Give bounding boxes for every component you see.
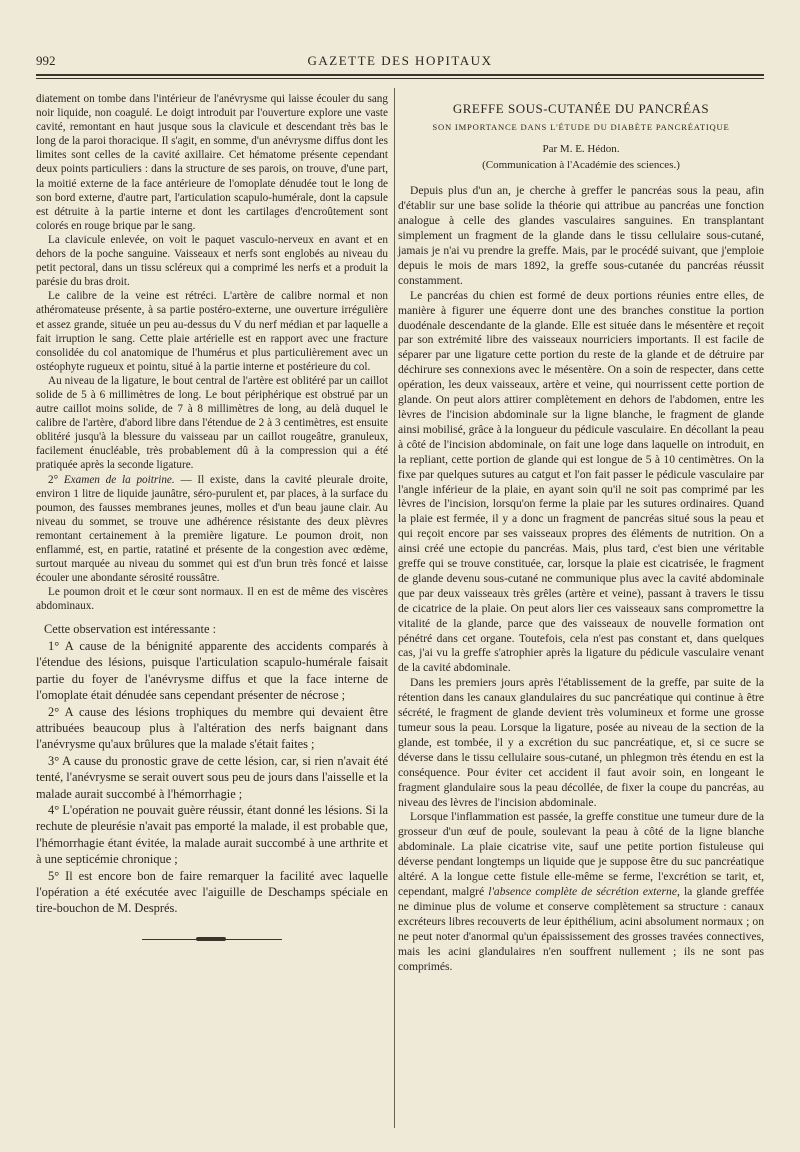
observation-point-4: 4° L'opération ne pouvait guère réussir, étant donné les lésions. Si la rechute de pleurésie n'avait pas emporté la malade, il est probable que, l'hémorrhagie étant évitée, la malade aurait succombé à une arthrite et à une septicémie chronique ; <box>36 802 388 867</box>
left-paragraph-3: Le calibre de la veine est rétréci. L'artère de calibre normal et non athéromateuse présente, à sa partie postéro-externe, une ouverture irrégulière et assez grande, située un peu au-dessus du V du nerf médian et par laquelle a fait irruption le sang. Cette plaie artérielle est en rapport avec une fracture consolidée du col anatomique de l'humérus et plus particulièrement avec un ostéophyte rugueux et pointu, situé à la partie interne et postérieure du col. <box>36 290 388 373</box>
left-paragraph-2: La clavicule enlevée, on voit le paquet vasculo-nerveux en avant et en dehors de la poche sanguine. Vaisseaux et nerfs sont englobés au niveau du petit pectoral, dans un tissu scléreux qui a comprimé les nerfs et a produit la parésie du bras droit. <box>36 233 388 289</box>
page-number: 992 <box>36 53 56 68</box>
article-title: GREFFE SOUS-CUTANÉE DU PANCRÉAS <box>452 101 710 116</box>
right-paragraph-2: Le pancréas du chien est formé de deux portions réunies entre elles, de manière à figurer une équerre dont une des branches constitue la portion duodénale descendante de la glande. Elle est située dans le mésentère et reçoit par son extrémité libre des vaisseaux nourriciers importants. Il est facile de séparer par une ligature cette portion du reste de la glande et de détruire par déchirure ses connexions avec le mésentère. On a soin de respecter, dans cette opération, les deux vaisseaux, artère et veine, qui nourrissent cette portion de glande. On peut alors attirer complètement en dehors de l'abdomen, entre les lèvres de l'incision abdominale sur la ligne blanche, le fragment de glande ainsi mobilisé, grâce à la longueur du pédicule vasculaire. En décollant la peau à côté de l'incision abdominale, on fait une loge dans laquelle on introduit, en la repliant, cette portion de glande qui est longue de 5 à 10 centimètres. On la fixe par quelques sutures au catgut et l'on fait passer le pédicule vasculaire par l'angle inférieur de la plaie, en ayant soin qu'il ne soit pas comprimé par les lèvres de l'incision, lorsqu'on ferme la plaie par les sutures ordinaires. Quand la plaie est fermée, il y a donc un fragment de pancréas situé sous la peau et qui reçoit encore par ses vaisseaux propres des éléments de nutrition. On a ainsi créé une ectopie du pancréas. Mais, plus tard, c'est bien une véritable greffe qui se trouve constituée, car, lorsque la plaie est cicatrisée, le fragment de glande devenu sous-cutané ne communique plus avec la cavité abdominale que par deux vaisseaux très grêles (artère et veine), passant à travers le tissu de cicatrice de la plaie. On peut alors lier ces vaisseaux sans compromettre la vitalité de la glande, parce que des vaisseaux de nouvelle formation ont pénétré dans cet organe. Toutefois, cela n'est pas constant et, dans quelques cas, j'ai vu la greffe s'atrophier après la ligature du pédicule vasculaire venant de la cavité abdominale. <box>398 288 764 675</box>
exam-heading: Examen de la poitrine. <box>63 473 175 486</box>
exam-lead: 2° <box>48 473 64 486</box>
right-paragraph-3: Dans les premiers jours après l'établissement de la greffe, par suite de la rétention dans les canaux glandulaires du suc pancréatique qui continue à être sécrété, le fragment de glande devient très volumineux et forme une grosse tumeur sous la peau. Lorsque la ligature, posée au niveau de la section de la glande, est tombée, il y a excrétion du suc pancréatique, et, si ce sucre se déverse dans le tissu cellulaire sous-cutané, un phlegmon très étendu en est la conséquence. Pour éviter cet accident il faut avoir soin, en longeant le fragment glandulaire sous la peau décollée, de fixer la coupe du pancréas, au niveau des lèvres de l'incision abdominale. <box>398 676 764 809</box>
article-author: Par M. E. Hédon. <box>542 143 620 156</box>
right-paragraph-4-tail: la glande greffée ne diminue plus de volume et conserve complètement sa structure : canaux excréteurs libres recouverts de leur épithélium, acini absolument normaux ; on ne peut noter d'anormal qu'un épaississement des grosses travées connectives, mais les acini glandulaires n'en souffrent nullement ; ils ne sont pas comprimés. <box>398 884 764 973</box>
right-paragraph-4 <box>398 810 764 974</box>
observation-intro: Cette observation est intéressante : <box>44 622 217 637</box>
observation-point-2: 2° A cause des lésions trophiques du membre qui devaient être attribuées beaucoup plus à l'altération des nerfs baignant dans l'anévrysme qu'aux brûlures que la malade s'était faites ; <box>36 704 388 752</box>
observation-point-3: 3° A cause du pronostic grave de cette lésion, car, si rien n'avait été tenté, l'anévrysme se serait ouvert sous peu de jours dans l'aisselle et la malade aurait succombé à l'hémorrhagie ; <box>36 753 388 801</box>
left-paragraph-final: Le poumon droit et le cœur sont normaux. Il en est de même des viscères abdominaux. <box>36 586 388 613</box>
exam-text: — Il existe, dans la cavité pleurale droite, environ 1 litre de liquide jaunâtre, séro-purulent et, par places, à la surface du poumon, des fausses membranes jeunes, molles et d'un beau jaune clair. Au niveau du sommet, se trouve une adhérence résistante des deux plèvres remontant certainement à la première ligature. Le poumon droit, non enflammé, est, en partie, ratatiné et présente de la congestion avec œdème, surtout marquée au niveau du sommet qui est d'un brun très foncé et laisse écouler une abondante sérosité roussâtre. <box>36 473 388 585</box>
right-paragraph-1: Depuis plus d'un an, je cherche à greffer le pancréas sous la peau, afin d'établir sur une base solide la théorie qui attribue au pancréas une fonction analogue à celle des glandes vasculaires sanguines. En transplantant simplement un fragment de la glande dans le tissu cellulaire sous-cutané, jamais je n'ai vu prendre la greffe. Mais, par le procédé suivant, que j'emploie depuis le mois de mars 1892, la greffe sous-cutanée du pancréas réussit constamment. <box>398 184 764 287</box>
left-paragraph-4: Au niveau de la ligature, le bout central de l'artère est oblitéré par un caillot solide de 5 à 6 millimètres de long. Le bout périphérique est obstrué par un autre caillot moins solide, de 7 à 8 millimètres de long, au delà duquel le calibre de l'artère, d'abord libre dans l'étendue de 2 à 3 centimètres, est ensuite oblitéré jusqu'à la blessure du vaisseau par un caillot rougeâtre, granuleux, facilement énucléable, très probablement dû à la compression qui a été pratiquée après la seconde ligature. <box>36 374 388 472</box>
right-paragraph-4-italic: l'absence complète de sécrétion externe, <box>488 884 680 898</box>
exam-paragraph <box>36 473 388 586</box>
column-divider <box>394 88 395 1128</box>
header-rule <box>36 74 764 76</box>
left-column <box>36 92 388 943</box>
header-rule-thin <box>36 78 764 79</box>
observation-point-5: 5° Il est encore bon de faire remarquer la facilité avec laquelle l'opération a été exécutée avec l'aiguille de Deschamps spéciale en tire-bouchon de M. Després. <box>36 868 388 916</box>
right-paragraph-4-text: Lorsque l'inflammation est passée, la greffe constitue une tumeur dure de la grosseur d'un œuf de poule, soulevant la peau à côté de la ligne blanche abdominale. La plaie cicatrise vite, sauf une petite portion fistuleuse qui déverse pendant longtemps un liquide que je suppose être du suc pancréatique altéré. A la longue cette fistule elle-même se ferme, l'excrétion se tarit, et, cependant, malgré <box>398 810 764 898</box>
right-column <box>398 92 764 974</box>
article-subtitle: SON IMPORTANCE DANS L'ÉTUDE DU DIABÈTE PANCRÉATIQUE <box>432 122 730 133</box>
page-header <box>36 50 764 72</box>
article-occasion: (Communication à l'Académie des sciences.) <box>482 159 680 172</box>
journal-title: GAZETTE DES HOPITAUX <box>307 53 493 68</box>
observation-point-1: 1° A cause de la bénignité apparente des accidents comparés à l'étendue des lésions, puisque l'articulation scapulo-humérale faisait partie du foyer de l'anévrysme diffus et que la face interne de l'omoplate était dénudée sans cependant présenter de nécrose ; <box>36 638 388 703</box>
end-ornament-rule <box>142 935 282 943</box>
left-paragraph-1: diatement on tombe dans l'intérieur de l'anévrysme qui laisse écouler du sang noir liquide, non coagulé. Le doigt introduit par l'ouverture explore une vaste cavité, remontant en haut jusque sous la clavicule et descendant très bas le long de la paroi thoracique. Il s'agit, en somme, d'un anévrysme diffus dont les limites sont celles de la cavité axillaire. Cet hématome présente cependant deux points particuliers : dans la structure de ses parois, on trouve, d'une part, la moitié externe de la face antérieure de l'omoplate dénudée tout le long de son bord externe, d'autre part, l'articulation scapulo-humérale, dont la capsule est détruite à la partie interne et dont les cartilages d'encroûtement sont colorés en rouge brique par le sang. <box>36 93 388 232</box>
